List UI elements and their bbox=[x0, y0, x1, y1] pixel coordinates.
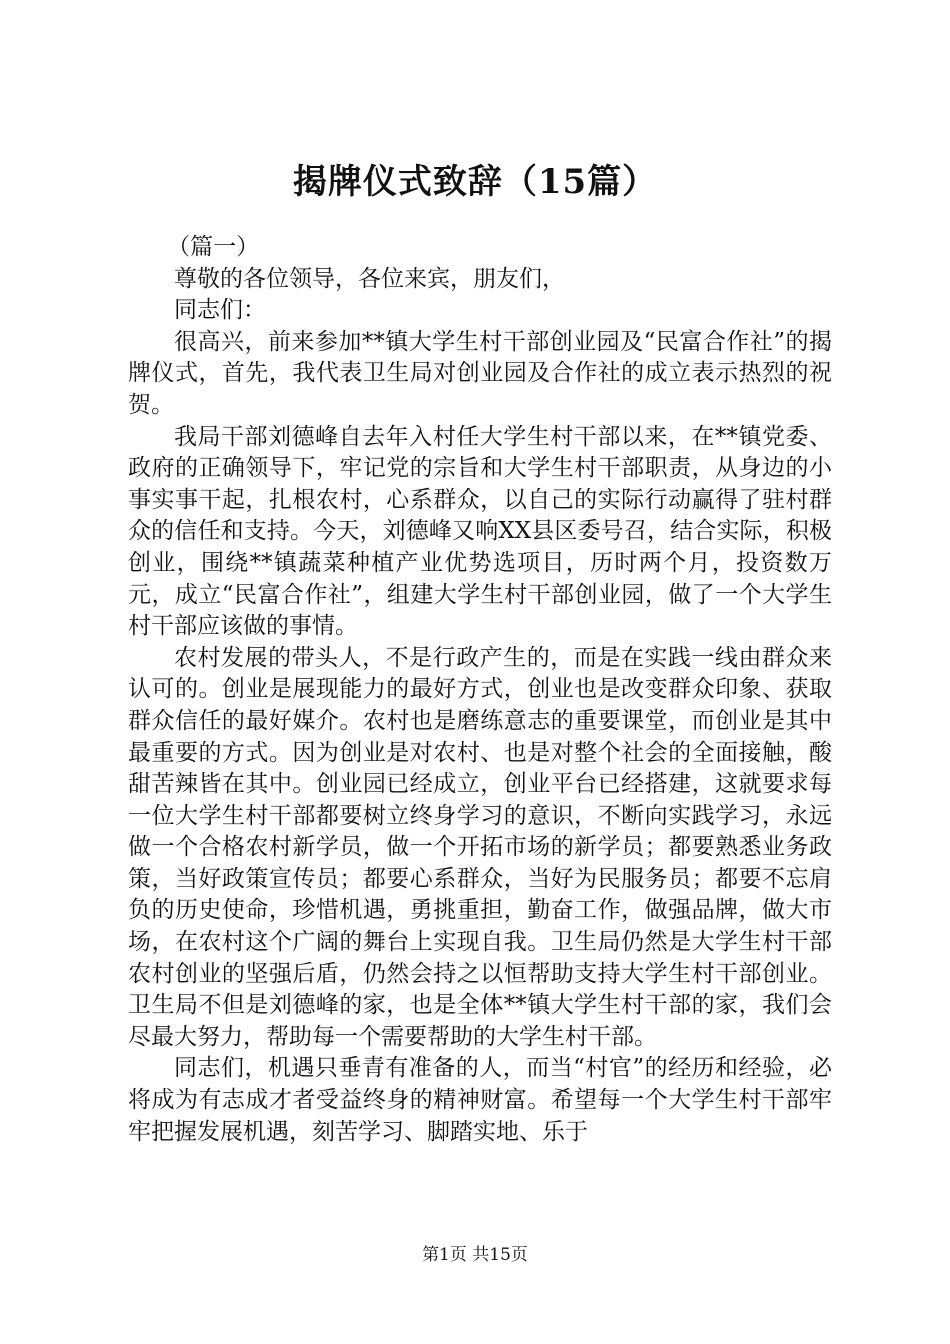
paragraph-1: 很高兴，前来参加**镇大学生村干部创业园及“民富合作社”的揭牌仪式，首先，我代表卫生局对创业园及合作社的成立表示热烈的祝贺。 bbox=[128, 328, 832, 418]
paragraph-3: 农村发展的带头人，不是行政产生的，而是在实践一线由群众来认可的。创业是展现能力的最好方式，创业也是改变群众印象、获取群众信任的最好媒介。农村也是磨练意志的重要课堂，而创业是其中最重要的方式。因为创业是对农村、也是对整个社会的全面接触，酸甜苦辣皆在其中。创业园已经成立，创业平台已经搭建，这就要求每一位大学生村干部都要树立终身学习的意识，不断向实践学习，永远做一个合格农村新学员，做一个开拓市场的新学员；都要熟悉业务政策，当好政策宣传员；都要心系群众，当好为民服务员；都要不忘肩负的历史使命，珍惜机遇，勇挑重担，勤奋工作，做强品牌，做大市场，在农村这个广阔的舞台上实现自我。卫生局仍然是大学生村干部农村创业的坚强后盾，仍然会持之以恒帮助支持大学生村干部创业。卫生局不但是刘德峰的家，也是全体**镇大学生村干部的家，我们会尽最大努力，帮助每一个需要帮助的大学生村干部。 bbox=[128, 644, 832, 1050]
section-label: （篇一） bbox=[167, 234, 260, 260]
document-title: 揭牌仪式致辞（15篇） bbox=[292, 162, 658, 202]
page-footer: 第1页 共15页 bbox=[422, 1245, 528, 1265]
salutation-line-2: 同志们： bbox=[174, 297, 266, 324]
paragraph-2: 我局干部刘德峰自去年入村任大学生村干部以来，在**镇党委、政府的正确领导下，牢记党的宗旨和大学生村干部职责，从身边的小事实事干起，扎根农村，心系群众，以自己的实际行动赢得了驻村群众的信任和支持。今天，刘德峰又响XX县区委号召，结合实际，积极创业，围绕**镇蔬菜种植产业优势选项目，历时两个月，投资数万元，成立“民富合作社”，组建大学生村干部创业园，做了一个大学生村干部应该做的事情。 bbox=[128, 423, 832, 640]
paragraph-4: 同志们，机遇只垂青有准备的人，而当“村官”的经历和经验，必将成为有志成才者受益终身的精神财富。希望每一个大学生村干部牢牢把握发展机遇，刻苦学习、脚踏实地、乐于 bbox=[128, 1055, 832, 1145]
document-body bbox=[128, 232, 832, 1148]
salutation-line-1: 尊敬的各位领导，各位来宾，朋友们， bbox=[174, 265, 565, 292]
